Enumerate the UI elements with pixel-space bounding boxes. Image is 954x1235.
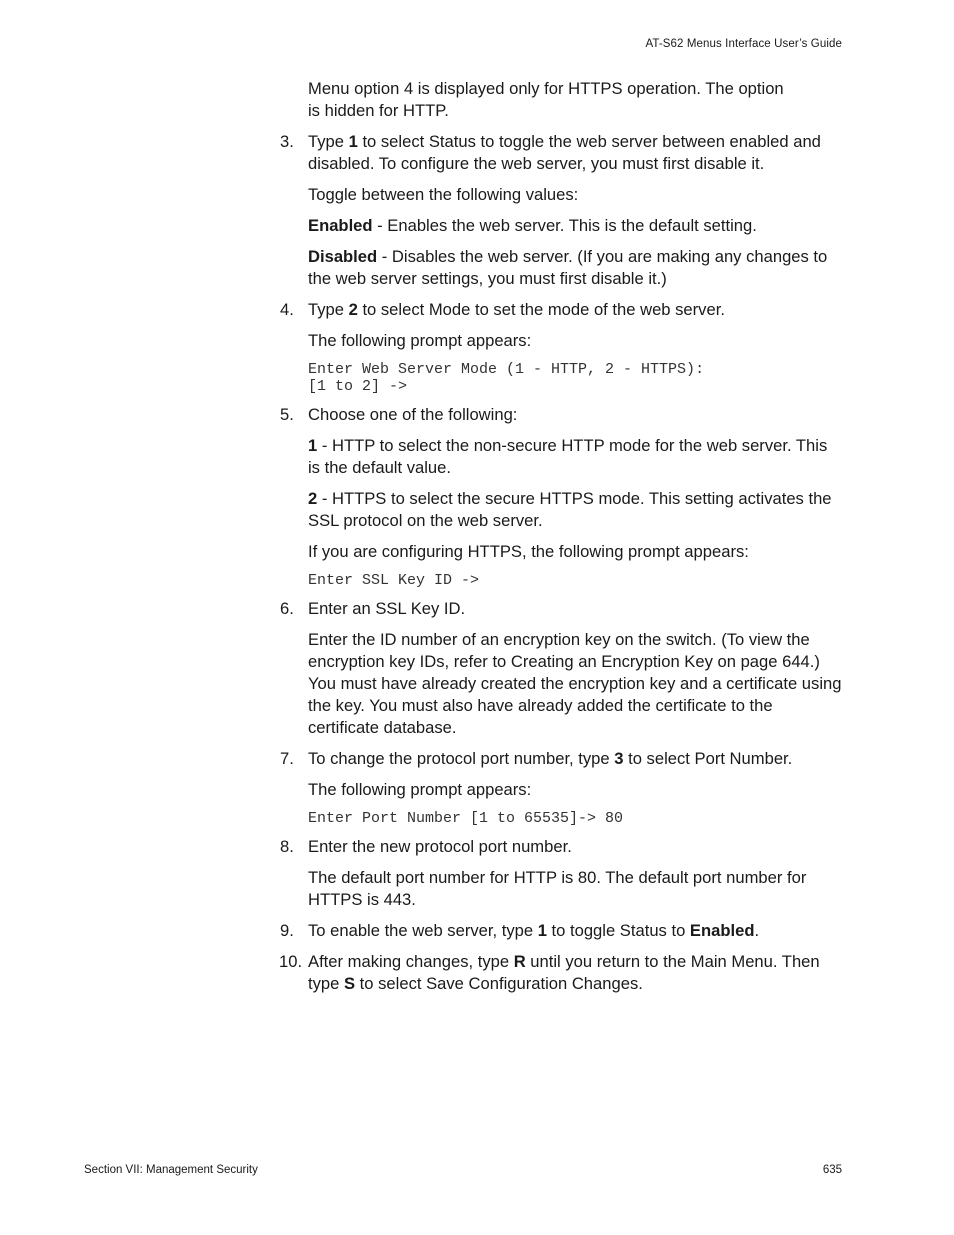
step-number: 10.: [279, 952, 303, 971]
intro-paragraph: [308, 78, 842, 122]
https-prompt-intro: If you are configuring HTTPS, the following prompt appears:: [308, 542, 749, 561]
step-number: 4.: [280, 300, 294, 319]
step-6: [280, 598, 842, 620]
running-header: AT-S62 Menus Interface User’s Guide: [645, 38, 842, 50]
option-https: 2 - HTTPS to select the secure HTTPS mode. This setting activates the SSL protocol on the web server.: [308, 489, 832, 530]
step-text: Type 2 to select Mode to set the mode of the web server.: [308, 300, 725, 319]
step-4: [280, 299, 842, 321]
step-text: After making changes, type R until you return to the Main Menu. Then type S to select Save Configuration Changes.: [308, 952, 820, 993]
step-3: [280, 131, 842, 175]
code-block-port-number: Enter Port Number [1 to 65535]-> 80: [308, 810, 624, 827]
step-number: 3.: [280, 132, 294, 151]
code-block-web-server-mode: Enter Web Server Mode (1 - HTTP, 2 - HTTPS): [1 to 2] ->: [308, 361, 705, 395]
step-text: Enter an SSL Key ID.: [308, 599, 466, 618]
option-http: 1 - HTTP to select the non-secure HTTP mode for the web server. This is the default value.: [308, 436, 828, 477]
ssl-key-detail: Enter the ID number of an encryption key on the switch. (To view the encryption key IDs, refer to Creating an Encryption Key on page 644.) You must have already created the encryption key and a certificate using the key. You must also have already added the certificate to the certificate database.: [308, 630, 842, 737]
step-text: Choose one of the following:: [308, 405, 518, 424]
step-text: To enable the web server, type 1 to toggle Status to Enabled.: [308, 921, 760, 940]
enabled-description: Enabled - Enables the web server. This is the default setting.: [308, 216, 757, 235]
step-text: Type 1 to select Status to toggle the web server between enabled and disabled. To configure the web server, you must first disable it.: [308, 132, 821, 173]
port-detail: The default port number for HTTP is 80. The default port number for HTTPS is 443.: [308, 868, 807, 909]
step-9: [280, 920, 842, 942]
page-body: [280, 78, 842, 1004]
step-8: [280, 836, 842, 858]
step-number: 5.: [280, 405, 294, 424]
key-label: 2: [348, 300, 358, 319]
step-number: 7.: [280, 749, 294, 768]
step-number: 8.: [280, 837, 294, 856]
step-5: [280, 404, 842, 426]
intro-line-2: is hidden for HTTP.: [308, 101, 449, 120]
step-text: To change the protocol port number, type 3 to select Port Number.: [308, 749, 793, 768]
prompt-intro: The following prompt appears:: [308, 780, 532, 799]
key-label: 1: [348, 132, 358, 151]
code-block-ssl-key: Enter SSL Key ID ->: [308, 572, 480, 589]
intro-line-1: Menu option 4 is displayed only for HTTPS operation. The option: [308, 79, 784, 98]
step-number: 6.: [280, 599, 294, 618]
page-number: 635: [822, 1164, 842, 1176]
key-label: 3: [614, 749, 624, 768]
toggle-text: Toggle between the following values:: [308, 185, 579, 204]
prompt-intro: The following prompt appears:: [308, 331, 532, 350]
step-10: [280, 951, 842, 995]
disabled-description: Disabled - Disables the web server. (If you are making any changes to the web server settings, you must first disable it.): [308, 247, 828, 288]
footer-section: Section VII: Management Security: [84, 1164, 258, 1176]
step-7: [280, 748, 842, 770]
step-text: Enter the new protocol port number.: [308, 837, 572, 856]
step-number: 9.: [280, 921, 294, 940]
